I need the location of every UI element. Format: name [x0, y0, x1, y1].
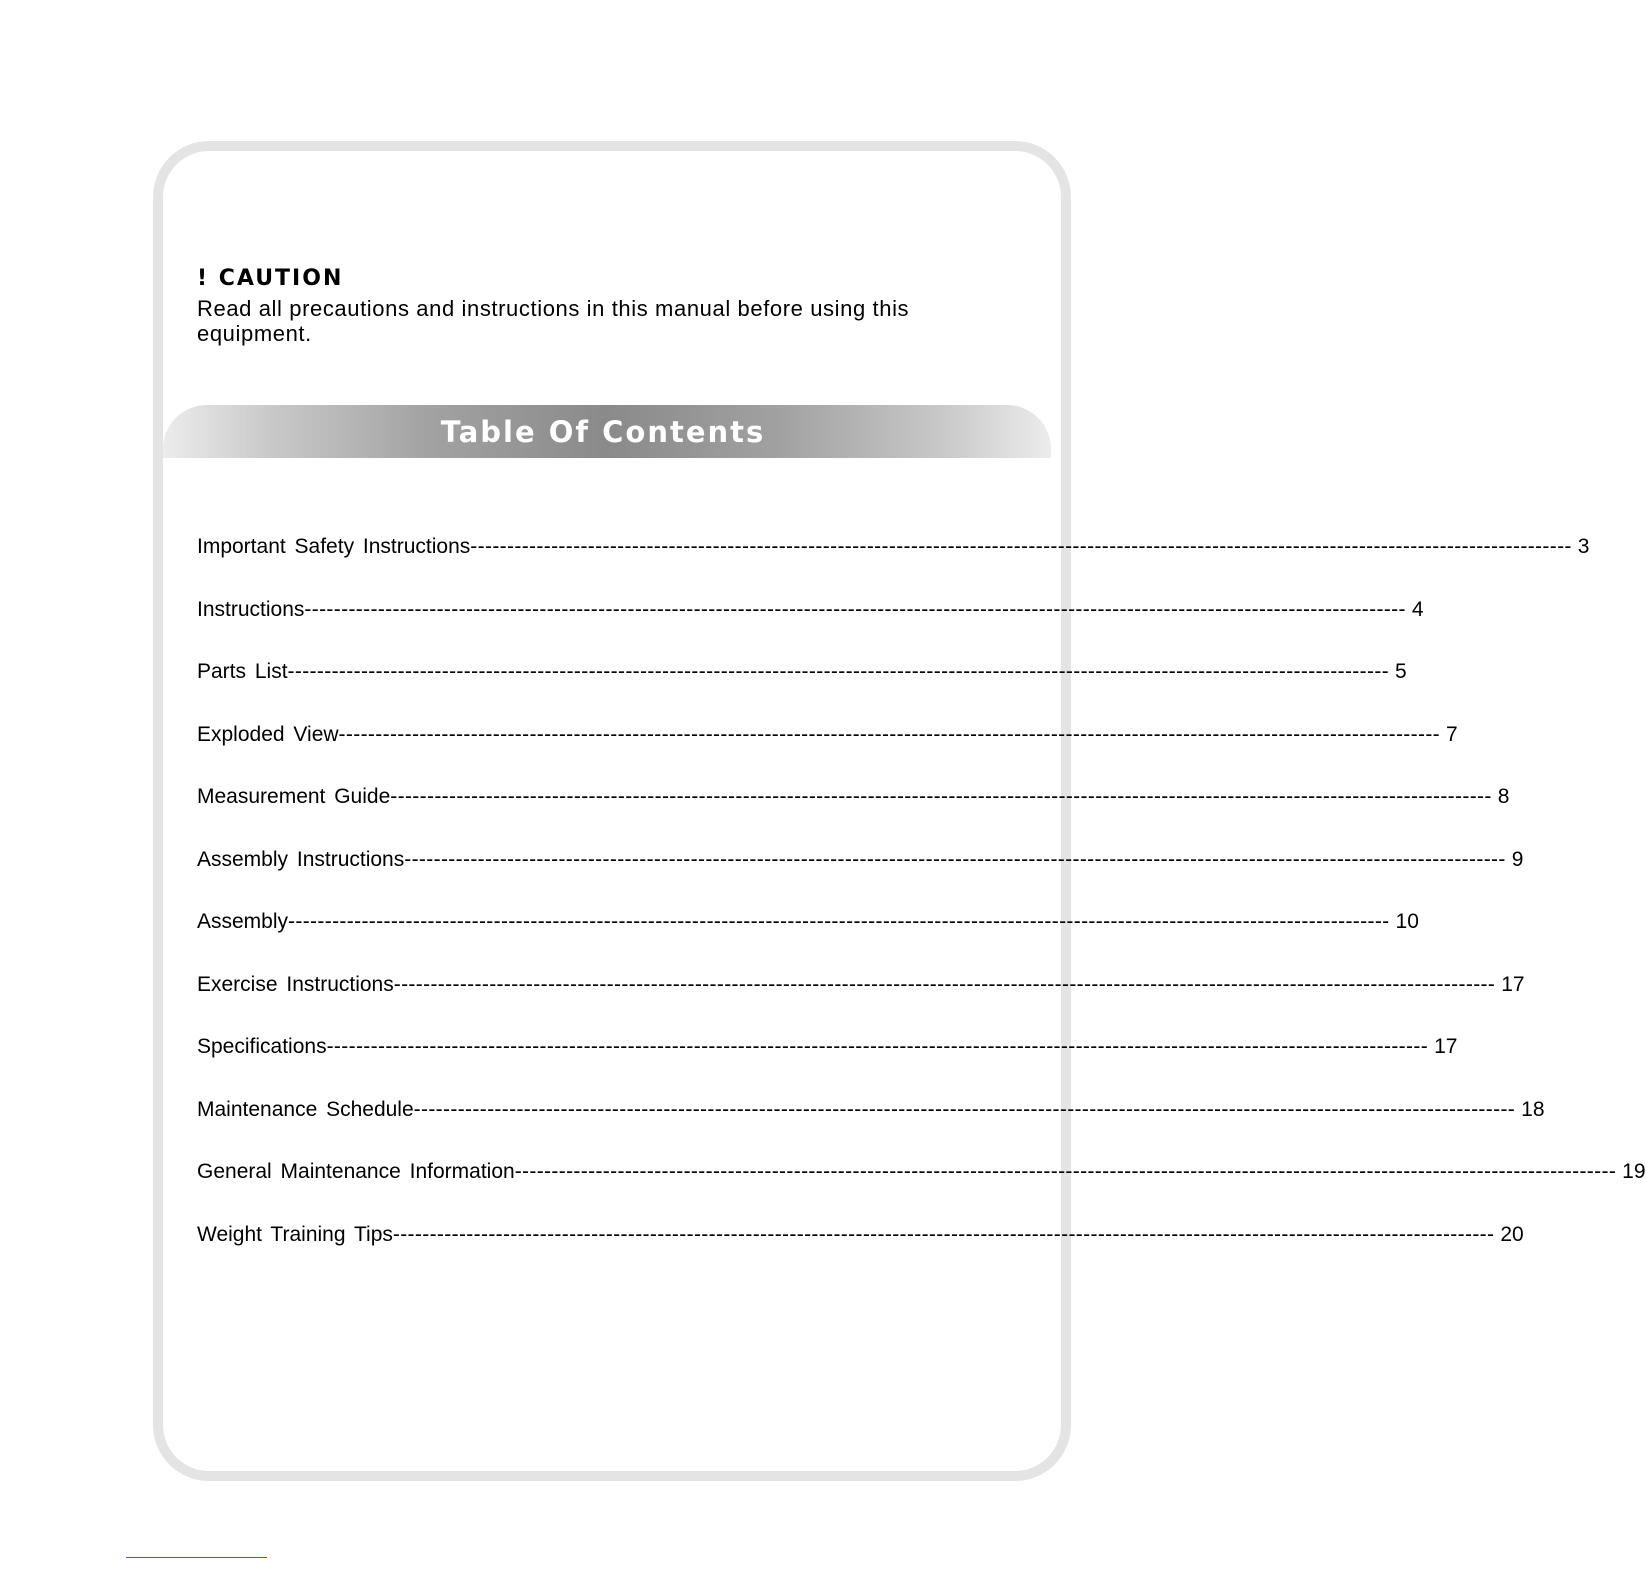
caution-text: Read all precautions and instructions in this manual before using this equipment. — [197, 296, 910, 346]
toc-title: Table Of Contents — [440, 414, 766, 449]
toc-entry-page: 8 — [1497, 785, 1510, 808]
toc-banner — [163, 405, 1051, 458]
toc-entry[interactable] — [197, 780, 1510, 843]
toc-entry-page: 20 — [1500, 1222, 1524, 1246]
toc-entry-label: Exploded View — [197, 722, 339, 746]
toc-entry-label: Weight Training Tips — [197, 1222, 393, 1246]
toc-entry[interactable] — [197, 1155, 1646, 1218]
toc-entry-leader: ------------------------------------------------------------------------------------------------------------------------------------------------------ — [287, 660, 1390, 683]
toc-entry[interactable] — [197, 593, 1424, 656]
toc-entry-leader: ------------------------------------------------------------------------------------------------------------------------------------------------------ — [404, 847, 1506, 871]
toc-entry[interactable] — [197, 1030, 1458, 1093]
toc-entry-leader: ------------------------------------------------------------------------------------------------------------------------------------------------------ — [288, 910, 1390, 933]
toc-entry-leader: ------------------------------------------------------------------------------------------------------------------------------------------------------ — [470, 535, 1572, 558]
toc-entry-page: 3 — [1577, 535, 1590, 558]
toc-entry-label: Instructions — [197, 597, 305, 621]
toc-entry-leader: ------------------------------------------------------------------------------------------------------------------------------------------------------ — [304, 597, 1406, 621]
footer-divider — [126, 1557, 267, 1558]
toc-entry-leader: ------------------------------------------------------------------------------------------------------------------------------------------------------ — [390, 785, 1492, 808]
toc-entry-leader: ------------------------------------------------------------------------------------------------------------------------------------------------------ — [338, 722, 1441, 746]
toc-entry-page: 17 — [1501, 972, 1525, 996]
toc-entry-page: 18 — [1521, 1097, 1545, 1121]
toc-entry[interactable] — [197, 655, 1407, 718]
toc-entry-label: Exercise Instructions — [197, 972, 394, 996]
toc-entry-page: 7 — [1446, 722, 1458, 746]
toc-list — [197, 530, 1646, 1280]
toc-entry-page: 9 — [1511, 847, 1524, 871]
toc-entry[interactable] — [197, 1093, 1545, 1156]
toc-entry-leader: ------------------------------------------------------------------------------------------------------------------------------------------------------ — [413, 1097, 1516, 1121]
toc-entry-label: Maintenance Schedule — [197, 1097, 414, 1121]
toc-entry-label: Measurement Guide — [197, 785, 391, 808]
toc-entry-leader: ------------------------------------------------------------------------------------------------------------------------------------------------------ — [326, 1035, 1429, 1058]
toc-entry-leader: ------------------------------------------------------------------------------------------------------------------------------------------------------ — [514, 1160, 1617, 1183]
toc-entry-page: 5 — [1395, 660, 1407, 683]
toc-entry-page: 17 — [1434, 1035, 1458, 1058]
toc-entry[interactable] — [197, 530, 1590, 593]
toc-entry[interactable] — [197, 718, 1458, 781]
toc-entry[interactable] — [197, 968, 1525, 1031]
toc-entry-page: 10 — [1395, 910, 1419, 933]
toc-entry-label: General Maintenance Information — [197, 1160, 515, 1183]
toc-entry-label: Specifications — [197, 1035, 327, 1058]
toc-entry[interactable] — [197, 1218, 1524, 1281]
toc-entry[interactable] — [197, 843, 1524, 906]
toc-entry-leader: ------------------------------------------------------------------------------------------------------------------------------------------------------ — [392, 1222, 1495, 1246]
toc-entry[interactable] — [197, 905, 1419, 968]
toc-entry-label: Assembly — [197, 910, 289, 933]
caution-block — [197, 264, 1017, 346]
toc-entry-label: Assembly Instructions — [197, 847, 405, 871]
caution-title: ! CAUTION — [197, 266, 344, 291]
toc-entry-leader: ------------------------------------------------------------------------------------------------------------------------------------------------------ — [393, 972, 1496, 996]
toc-entry-page: 4 — [1411, 597, 1424, 621]
toc-entry-label: Parts List — [197, 660, 288, 683]
toc-entry-label: Important Safety Instructions — [197, 535, 471, 558]
toc-entry-page: 19 — [1622, 1160, 1646, 1183]
